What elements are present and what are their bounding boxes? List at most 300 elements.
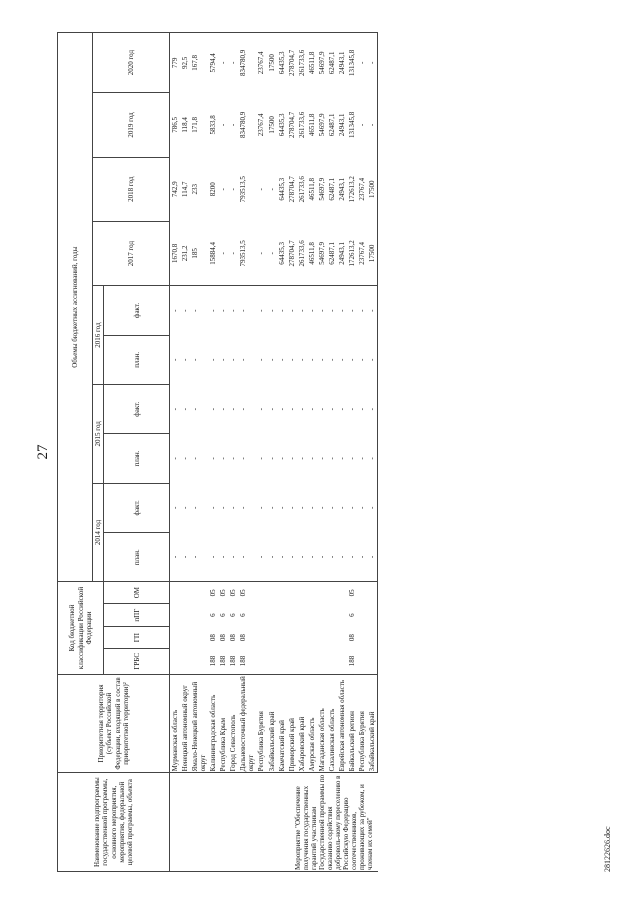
year-value: 261733,6: [297, 221, 307, 285]
plan-fact-value: -: [347, 407, 356, 411]
table-row: [267, 33, 277, 872]
plan-fact-value: -: [239, 309, 248, 312]
year-value: 24943,1: [337, 113, 346, 137]
plan-fact-value: -: [219, 457, 228, 460]
budget-code-value: [307, 648, 317, 674]
plan-fact-value: -: [257, 309, 266, 312]
year-value: -: [218, 221, 228, 285]
plan-fact-value: -: [267, 358, 276, 361]
header-year-2017: 2017 год: [93, 221, 170, 285]
plan-fact-value: -: [181, 407, 190, 411]
plan-fact-value: -: [337, 309, 346, 312]
plan-fact-value: -: [367, 335, 378, 384]
budget-table-body: [170, 33, 378, 872]
plan-fact-value: -: [307, 309, 316, 312]
plan-fact-value: -: [347, 309, 356, 312]
year-value: -: [257, 188, 266, 191]
year-value: 118,4: [181, 117, 190, 133]
plan-fact-value: -: [171, 407, 180, 411]
year-value: 62487,1: [327, 113, 336, 137]
table-row: [317, 33, 327, 872]
header-fact: факт.: [104, 286, 170, 335]
budget-code-value: [267, 627, 277, 648]
year-value: 54697,9: [317, 177, 326, 201]
budget-code-value: [327, 603, 337, 627]
table-row: [208, 33, 218, 872]
budget-code-value: [327, 582, 337, 603]
plan-fact-value: -: [357, 506, 366, 510]
table-row: [256, 33, 266, 872]
year-value: 793513,5: [238, 221, 256, 285]
year-value: -: [228, 221, 238, 285]
year-value: -: [229, 123, 238, 127]
plan-fact-value: -: [229, 506, 238, 510]
year-value: 5833,8: [209, 115, 218, 135]
plan-fact-value: -: [170, 533, 181, 582]
year-value: -: [267, 221, 277, 285]
territory-name: Приморский край: [287, 674, 297, 773]
plan-fact-value: -: [238, 533, 256, 582]
header-code-om: ОМ: [104, 582, 170, 603]
year-value: 185: [190, 221, 208, 285]
table-row: [190, 33, 208, 872]
rotated-landscape-page: [20, 22, 620, 882]
plan-fact-value: -: [267, 407, 276, 411]
plan-fact-value: -: [337, 407, 346, 411]
plan-fact-value: -: [367, 483, 378, 532]
year-value: 46511,8: [307, 33, 317, 93]
plan-fact-value: -: [181, 506, 190, 510]
header-year-2016: 2016 год: [93, 286, 104, 385]
plan-fact-value: -: [209, 407, 218, 411]
territory-name: Дальневосточный федеральный округ: [238, 674, 256, 773]
header-code-gp: ГП: [104, 627, 170, 648]
plan-fact-value: -: [228, 533, 238, 582]
plan-fact-value: -: [218, 533, 228, 582]
budget-code-value: [297, 648, 307, 674]
plan-fact-value: -: [181, 457, 190, 460]
budget-code-value: [357, 603, 367, 627]
table-row: [337, 33, 347, 872]
plan-fact-value: -: [357, 358, 366, 361]
table-row: [218, 33, 228, 872]
plan-fact-value: -: [209, 457, 218, 460]
budget-code-value: [267, 582, 277, 603]
header-territory: Приоритетная территория (субъект Российской Федерации, входящий в состав приоритетной территории)²: [58, 674, 170, 773]
year-value: -: [228, 33, 238, 93]
territory-name: Хабаровский край: [297, 674, 307, 773]
plan-fact-value: -: [357, 533, 367, 582]
budget-code-value: [357, 582, 367, 603]
plan-fact-value: -: [181, 309, 190, 312]
plan-fact-value: -: [337, 457, 346, 460]
plan-fact-value: -: [219, 358, 228, 361]
page-number: 27: [35, 444, 51, 460]
year-value: 261733,6: [297, 33, 307, 93]
plan-fact-value: -: [256, 533, 266, 582]
plan-fact-value: -: [337, 533, 347, 582]
budget-code-value: [287, 648, 297, 674]
plan-fact-value: -: [317, 309, 326, 312]
budget-code-value: 08: [239, 634, 248, 642]
year-value: 54697,9: [317, 33, 327, 93]
plan-fact-value: -: [171, 309, 180, 312]
budget-code-value: [357, 648, 367, 674]
plan-fact-value: -: [367, 434, 378, 483]
year-value: 24943,1: [337, 221, 347, 285]
year-value: 786,5: [171, 117, 180, 133]
budget-code-value: [317, 582, 327, 603]
plan-fact-value: -: [277, 533, 287, 582]
territory-name: Республика Крым: [218, 674, 228, 773]
plan-fact-value: -: [209, 309, 218, 312]
year-value: -: [219, 123, 228, 127]
plan-fact-value: -: [229, 309, 238, 312]
budget-code-value: [256, 603, 266, 627]
budget-code-value: [297, 603, 307, 627]
territory-name: Республика Бурятия: [357, 674, 367, 773]
plan-fact-value: -: [208, 533, 218, 582]
plan-fact-value: -: [287, 309, 296, 312]
plan-fact-value: -: [317, 358, 326, 361]
plan-fact-value: -: [229, 358, 238, 361]
plan-fact-value: -: [277, 407, 286, 411]
territory-name: Мурманская область: [170, 674, 181, 773]
plan-fact-value: -: [367, 286, 378, 335]
plan-fact-value: -: [219, 309, 228, 312]
plan-fact-value: -: [297, 457, 306, 460]
year-value: 15884,4: [208, 221, 218, 285]
budget-code-value: [357, 627, 367, 648]
budget-code-value: [297, 627, 307, 648]
plan-fact-value: -: [191, 457, 200, 460]
budget-code-value: 188: [218, 648, 228, 674]
year-value: 278704,7: [287, 33, 297, 93]
plan-fact-value: -: [277, 457, 286, 460]
plan-fact-value: -: [171, 457, 180, 460]
budget-code-value: 05: [229, 589, 238, 597]
header-volumes: Объемы бюджетных ассигнований, годы: [58, 33, 93, 582]
year-value: 131345,8: [347, 33, 357, 93]
year-value: 261733,6: [297, 176, 306, 203]
budget-code-value: [277, 627, 287, 648]
year-value: 23767,4: [357, 177, 366, 201]
plan-fact-value: -: [229, 457, 238, 460]
budget-code-value: [190, 582, 208, 603]
budget-code-value: [337, 627, 347, 648]
budget-code-value: [256, 627, 266, 648]
program-group-label: Мероприятие "Обеспечение получения государственных гарантий участникам Государственной программы по оказанию содействия доброволь-ному переселению в Российскую Федерацию соотечественников, проживающих за рубежом, и членам их семей": [170, 773, 378, 872]
plan-fact-value: -: [327, 506, 336, 510]
plan-fact-value: -: [191, 506, 200, 510]
header-program: Наименование подпрограммы государственной программы, основного мероприятия, мероприятия, федеральной целевой программы, объекта: [58, 773, 170, 872]
territory-name: Магаданская область: [317, 674, 327, 773]
plan-fact-value: -: [357, 457, 366, 460]
year-value: 834780,9: [239, 111, 248, 139]
budget-code-value: [337, 648, 347, 674]
budget-code-value: 08: [229, 634, 238, 642]
budget-code-value: 6: [229, 613, 238, 617]
header-year-2015: 2015 год: [93, 384, 104, 483]
year-value: 779: [170, 33, 181, 93]
year-value: 46511,8: [307, 178, 316, 201]
budget-code-value: [297, 582, 307, 603]
budget-code-value: 08: [347, 634, 356, 642]
year-value: 17500: [267, 116, 276, 134]
budget-code-value: [170, 627, 181, 648]
year-value: 231,2: [180, 221, 190, 285]
budget-code-value: 188: [238, 648, 256, 674]
plan-fact-value: -: [287, 457, 296, 460]
year-value: 17500: [267, 33, 277, 93]
plan-fact-value: -: [267, 457, 276, 460]
budget-code-value: [267, 648, 277, 674]
plan-fact-value: -: [317, 533, 327, 582]
budget-code-value: [307, 627, 317, 648]
plan-fact-value: -: [239, 407, 248, 411]
plan-fact-value: -: [327, 533, 337, 582]
table-row: [357, 33, 367, 872]
header-plan: план.: [104, 533, 170, 582]
plan-fact-value: -: [327, 309, 336, 312]
year-value: -: [267, 188, 276, 191]
plan-fact-value: -: [337, 358, 346, 361]
plan-fact-value: -: [297, 309, 306, 312]
plan-fact-value: -: [307, 358, 316, 361]
budget-code-value: [170, 648, 181, 674]
plan-fact-value: -: [267, 533, 277, 582]
budget-code-value: [287, 582, 297, 603]
budget-code-value: [256, 648, 266, 674]
budget-code-value: [180, 603, 190, 627]
year-value: 64435,3: [277, 177, 286, 201]
budget-code-value: [367, 648, 378, 674]
year-value: 172613,2: [347, 221, 357, 285]
year-value: 172613,2: [347, 176, 356, 203]
territory-name: Байкальский регион: [347, 674, 357, 773]
year-value: 23767,4: [256, 33, 266, 93]
year-value: -: [219, 188, 228, 191]
year-value: 62487,1: [327, 33, 337, 93]
budget-code-value: [367, 627, 378, 648]
budget-code-value: [327, 648, 337, 674]
header-code-ppg: пПГ: [104, 603, 170, 627]
budget-code-value: 6: [219, 613, 228, 617]
territory-name: Еврейская автономная область: [337, 674, 347, 773]
plan-fact-value: -: [219, 506, 228, 510]
year-value: 1670,8: [170, 221, 181, 285]
plan-fact-value: -: [229, 407, 238, 411]
plan-fact-value: -: [277, 309, 286, 312]
header-fact: факт.: [104, 483, 170, 532]
year-value: 64435,3: [277, 113, 286, 137]
plan-fact-value: -: [297, 533, 307, 582]
header-year-2019: 2019 год: [93, 93, 170, 157]
budget-code-value: [170, 582, 181, 603]
budget-code-value: 05: [347, 589, 356, 597]
year-value: 92,5: [180, 33, 190, 93]
table-row: [238, 33, 256, 872]
year-value: 46511,8: [307, 221, 317, 285]
plan-fact-value: -: [239, 506, 248, 510]
table-row: [307, 33, 317, 872]
plan-fact-value: -: [327, 407, 336, 411]
header-plan: план.: [104, 434, 170, 483]
budget-code-value: 08: [209, 634, 218, 642]
year-value: 24943,1: [337, 33, 347, 93]
header-plan: план.: [104, 335, 170, 384]
budget-code-value: [337, 582, 347, 603]
year-value: 834780,9: [238, 33, 256, 93]
plan-fact-value: -: [287, 407, 296, 411]
budget-code-value: [267, 603, 277, 627]
table-row: [287, 33, 297, 872]
plan-fact-value: -: [307, 533, 317, 582]
plan-fact-value: -: [257, 358, 266, 361]
year-value: 233: [191, 184, 200, 195]
plan-fact-value: -: [317, 407, 326, 411]
header-year-2020: 2020 год: [93, 33, 170, 93]
year-value: 62487,1: [327, 221, 337, 285]
header-year-2014: 2014 год: [93, 483, 104, 582]
budget-code-value: [317, 648, 327, 674]
plan-fact-value: -: [317, 457, 326, 460]
budget-code-value: [307, 582, 317, 603]
plan-fact-value: -: [239, 358, 248, 361]
year-value: 64435,3: [277, 221, 287, 285]
year-value: -: [367, 33, 378, 93]
budget-code-value: [317, 603, 327, 627]
plan-fact-value: -: [357, 407, 366, 411]
header-code-grbs: ГРБС: [104, 648, 170, 674]
budget-code-value: [327, 627, 337, 648]
plan-fact-value: -: [337, 506, 346, 510]
header-budget-code: Код бюджетной классификации Российской Федерации: [58, 582, 104, 674]
plan-fact-value: -: [317, 506, 326, 510]
year-value: 167,8: [190, 33, 208, 93]
year-value: 261733,6: [297, 111, 306, 139]
budget-code-value: [317, 627, 327, 648]
table-row: [297, 33, 307, 872]
plan-fact-value: -: [307, 457, 316, 460]
plan-fact-value: -: [171, 358, 180, 361]
plan-fact-value: -: [191, 358, 200, 361]
budget-code-value: [180, 582, 190, 603]
year-value: 24943,1: [337, 177, 346, 201]
plan-fact-value: -: [367, 533, 378, 582]
year-value: -: [367, 93, 378, 157]
table-row: [228, 33, 238, 872]
year-value: 62487,1: [327, 177, 336, 201]
territory-name: Калининградская область: [208, 674, 218, 773]
budget-code-value: 05: [209, 589, 218, 597]
year-value: 278704,7: [287, 221, 297, 285]
plan-fact-value: -: [287, 533, 297, 582]
plan-fact-value: -: [357, 309, 366, 312]
plan-fact-value: -: [219, 407, 228, 411]
year-value: 17500: [367, 221, 378, 285]
budget-code-value: 6: [239, 613, 248, 617]
budget-code-value: [277, 603, 287, 627]
year-value: 793513,5: [239, 176, 248, 203]
year-value: 64435,3: [277, 33, 287, 93]
year-value: -: [229, 188, 238, 191]
plan-fact-value: -: [287, 506, 296, 510]
plan-fact-value: -: [239, 457, 248, 460]
year-value: 131345,8: [347, 111, 356, 139]
plan-fact-value: -: [347, 533, 357, 582]
budget-code-value: [307, 603, 317, 627]
year-value: 23767,4: [357, 221, 367, 285]
budget-code-value: 08: [219, 634, 228, 642]
year-value: 278704,7: [287, 176, 296, 203]
plan-fact-value: -: [327, 358, 336, 361]
budget-code-value: 188: [347, 648, 357, 674]
plan-fact-value: -: [180, 533, 190, 582]
territory-name: Город Севастополь: [228, 674, 238, 773]
budget-code-value: [190, 603, 208, 627]
plan-fact-value: -: [307, 407, 316, 411]
table-row: [367, 33, 378, 872]
year-value: 46511,8: [307, 113, 316, 137]
territory-name: Республика Бурятия: [256, 674, 266, 773]
budget-code-value: [256, 582, 266, 603]
territory-name: Камчатский край: [277, 674, 287, 773]
table-row: [170, 33, 181, 872]
plan-fact-value: -: [209, 506, 218, 510]
year-value: 278704,7: [287, 111, 296, 139]
budget-code-value: [190, 627, 208, 648]
budget-code-value: [337, 603, 347, 627]
plan-fact-value: -: [367, 384, 378, 433]
plan-fact-value: -: [287, 358, 296, 361]
plan-fact-value: -: [191, 309, 200, 312]
plan-fact-value: -: [297, 407, 306, 411]
plan-fact-value: -: [257, 457, 266, 460]
budget-code-value: [170, 603, 181, 627]
budget-code-value: 188: [228, 648, 238, 674]
budget-code-value: 188: [208, 648, 218, 674]
header-year-2018: 2018 год: [93, 157, 170, 221]
year-value: -: [357, 123, 366, 127]
territory-name: Ненецкий автономный округ: [180, 674, 190, 773]
year-value: 8200: [209, 182, 218, 197]
table-row: [347, 33, 357, 872]
territory-name: Ямало-Ненецкий автономный округ: [190, 674, 208, 773]
territory-name: Амурская область: [307, 674, 317, 773]
year-value: -: [357, 33, 367, 93]
table-row: [327, 33, 337, 872]
year-value: -: [218, 33, 228, 93]
year-value: 54697,9: [317, 113, 326, 137]
budget-code-value: [190, 648, 208, 674]
table-row: [277, 33, 287, 872]
plan-fact-value: -: [277, 506, 286, 510]
plan-fact-value: -: [327, 457, 336, 460]
year-value: 54697,9: [317, 221, 327, 285]
year-value: 5794,4: [208, 33, 218, 93]
budget-code-value: [277, 648, 287, 674]
budget-code-value: [367, 582, 378, 603]
budget-code-value: 05: [239, 589, 248, 597]
budget-code-value: 6: [347, 613, 356, 617]
plan-fact-value: -: [347, 358, 356, 361]
budget-table: [57, 32, 378, 872]
budget-code-value: 6: [209, 613, 218, 617]
plan-fact-value: -: [181, 358, 190, 361]
plan-fact-value: -: [257, 506, 266, 510]
plan-fact-value: -: [297, 358, 306, 361]
